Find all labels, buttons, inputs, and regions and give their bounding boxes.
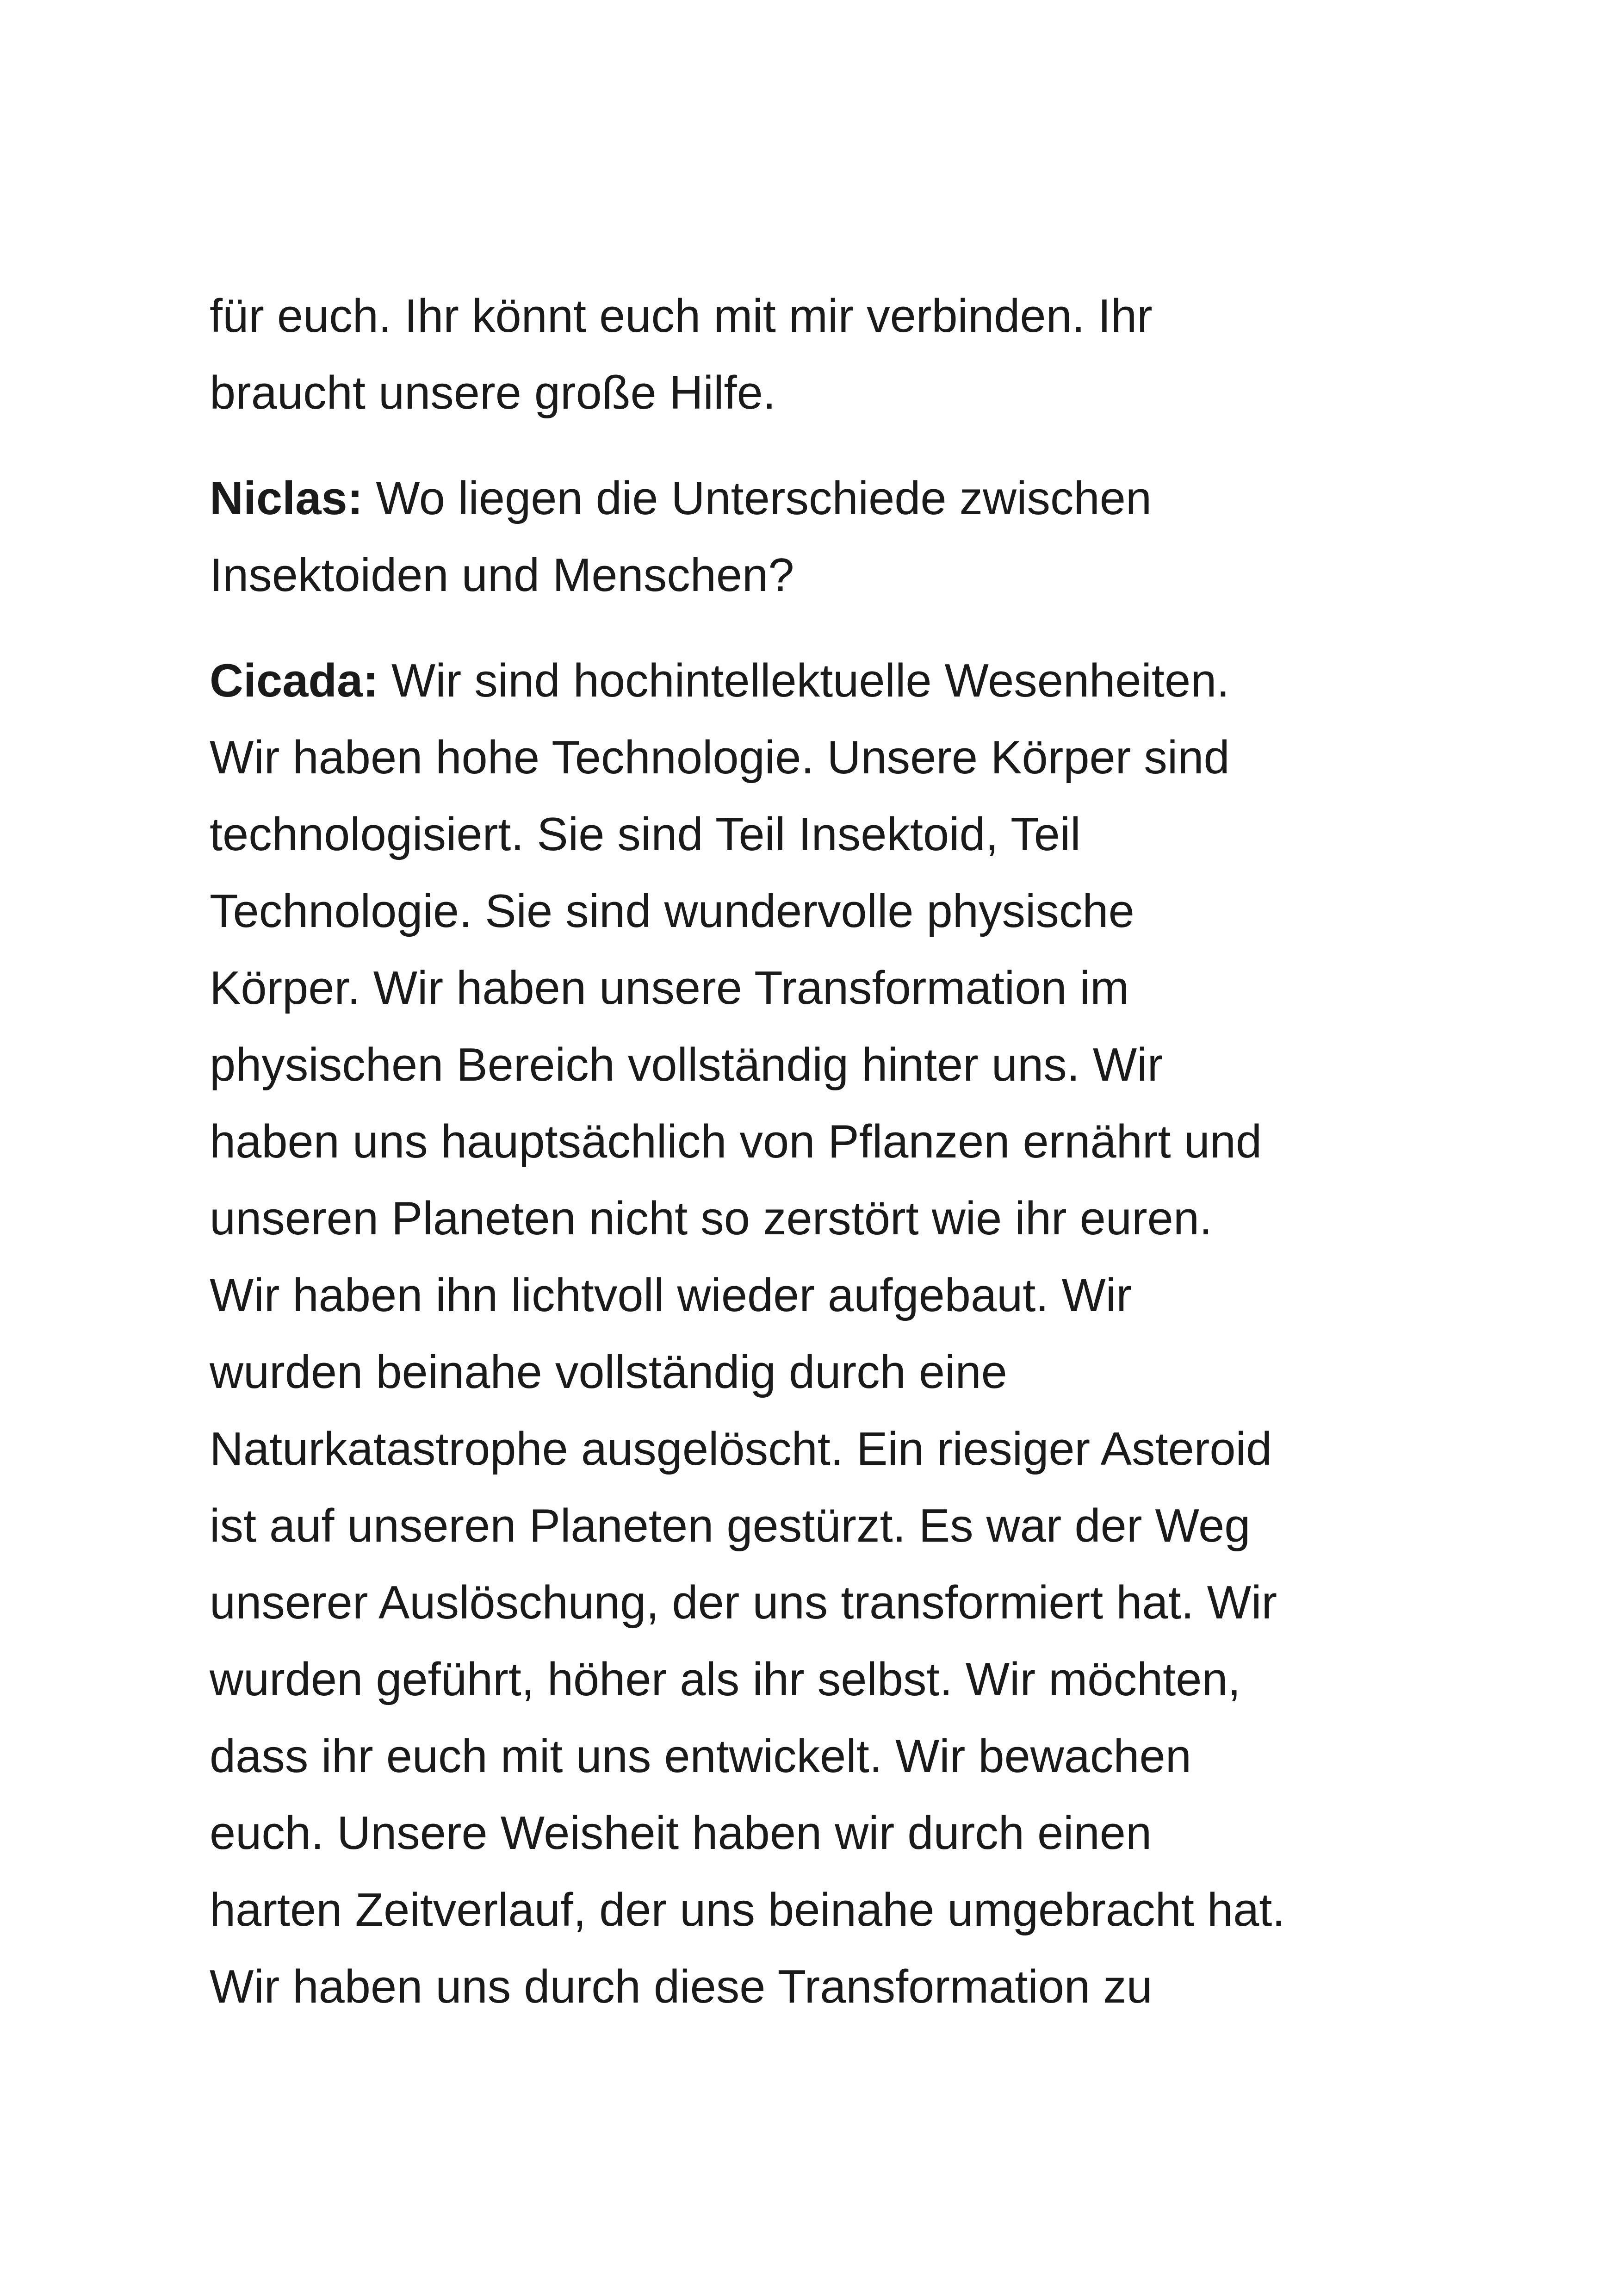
text-line: für euch. Ihr könnt euch mit mir verbinden. Ihr [210,290,1153,342]
text-line: euch. Unsere Weisheit haben wir durch einen [210,1807,1152,1859]
text-line: Körper. Wir haben unsere Transformation im [210,962,1129,1014]
text-line: Wir haben uns durch diese Transformation zu [210,1961,1153,2013]
text-line: braucht unsere große Hilfe. [210,367,776,419]
text-line: physischen Bereich vollständig hinter uns. Wir [210,1039,1163,1091]
text-line: Wir haben hohe Technologie. Unsere Körper sind [210,732,1230,784]
paragraph-spacer [210,431,1431,460]
paragraph-cicada [210,642,1431,2025]
text-line [210,642,1431,719]
text-line: haben uns hauptsächlich von Pflanzen ernährt und [210,1116,1262,1168]
text-line: technologisiert. Sie sind Teil Insektoid, Teil [210,809,1081,860]
paragraph-spacer [210,614,1431,642]
paragraph-continuation [210,278,1431,431]
text-line: ist auf unseren Planeten gestürzt. Es war der Weg [210,1500,1251,1552]
text-line: unserer Auslöschung, der uns transformiert hat. Wir [210,1577,1277,1629]
text-line: wurden beinahe vollständig durch eine [210,1346,1007,1398]
document-body [210,278,1431,2025]
text-line: unseren Planeten nicht so zerstört wie ihr euren. [210,1193,1213,1244]
text-line: Insektoiden und Menschen? [210,549,794,601]
text-line: dass ihr euch mit uns entwickelt. Wir bewachen [210,1730,1191,1782]
text-line: Technologie. Sie sind wundervolle physische [210,885,1134,937]
speech-text: Wir sind hochintellektuelle Wesenheiten. [378,655,1230,707]
speech-text: Wo liegen die Unterschiede zwischen [363,473,1152,524]
text-line [210,460,1431,537]
speaker-name: Niclas: [210,473,363,524]
text-line: Wir haben ihn lichtvoll wieder aufgebaut. Wir [210,1269,1132,1321]
paragraph-niclas [210,460,1431,614]
text-line: Naturkatastrophe ausgelöscht. Ein riesiger Asteroid [210,1423,1272,1475]
speaker-name: Cicada: [210,655,378,707]
text-line: wurden geführt, höher als ihr selbst. Wir möchten, [210,1654,1241,1705]
text-line: harten Zeitverlauf, der uns beinahe umgebracht hat. [210,1884,1285,1936]
